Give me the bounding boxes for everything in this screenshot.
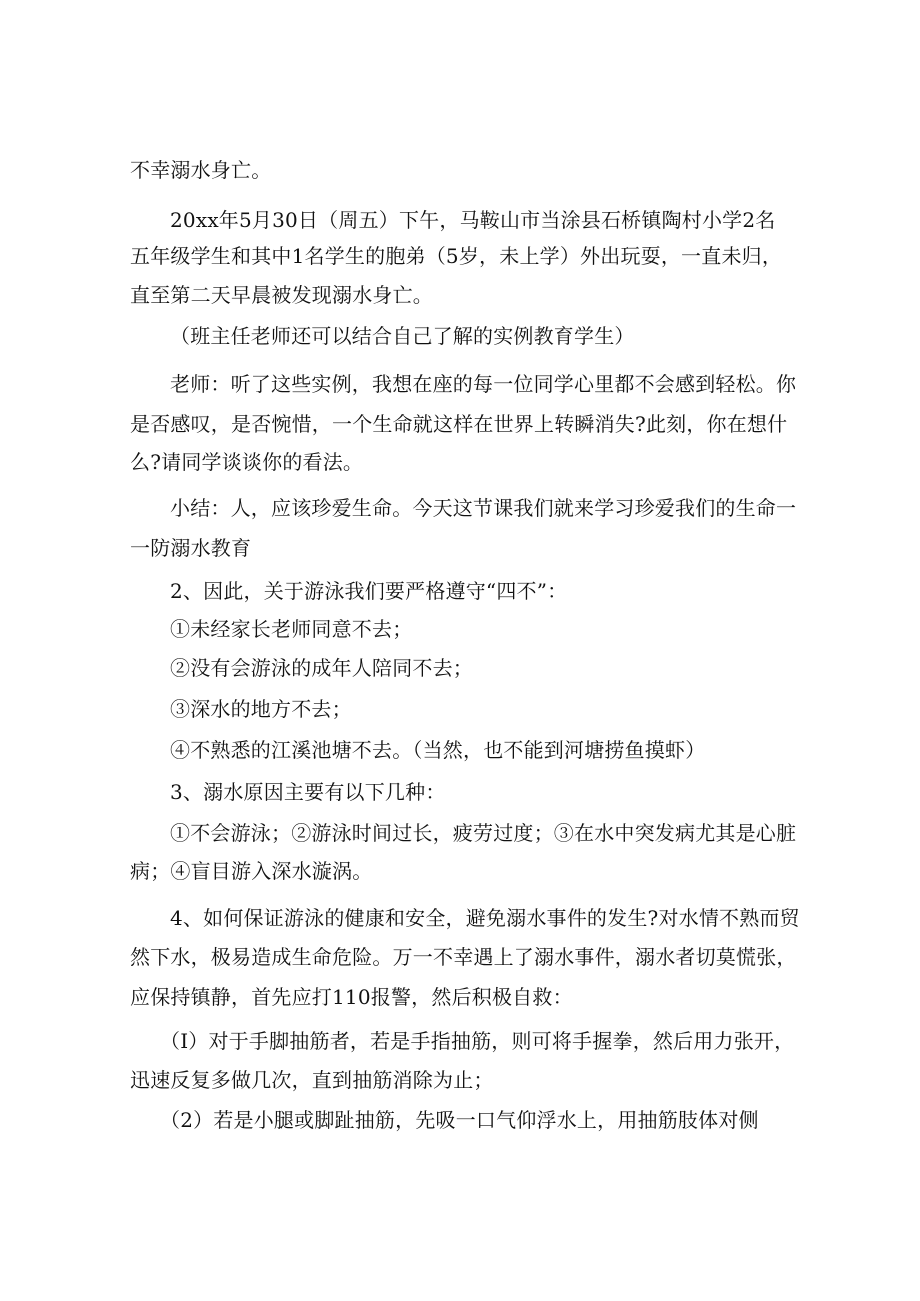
text-line: ①不会游泳；②游泳时间过长，疲劳过度；③在水中突发病尤其是心脏	[170, 821, 797, 845]
text-line: 应保持镇静，首先应打110报警，然后积极自救：	[130, 985, 573, 1009]
text-line: 不幸溺水身亡。	[130, 158, 272, 182]
text-line: ④不熟悉的江溪池塘不去。（当然，也不能到河塘捞鱼摸虾）	[170, 738, 706, 762]
text-line: 小结：人，应该珍爱生命。今天这节课我们就来学习珍爱我们的生命一	[170, 496, 797, 520]
text-line: ③深水的地方不去；	[170, 697, 352, 721]
text-line: （2）若是小腿或脚趾抽筋，先吸一口气仰浮水上，用抽筋肢体对侧	[160, 1108, 759, 1132]
text-line: （I）对于手脚抽筋者，若是手指抽筋，则可将手握拳，然后用力张开，	[160, 1029, 795, 1053]
text-line: 然下水，极易造成生命危险。万一不幸遇上了溺水事件，溺水者切莫慌张，	[130, 945, 797, 969]
text-line: 直至第二天早晨被发现溺水身亡。	[130, 283, 433, 307]
text-line: 3、溺水原因主要有以下几种：	[170, 780, 446, 804]
text-line: 病；④盲目游入深水漩涡。	[130, 859, 373, 883]
text-line: 么?请同学谈谈你的看法。	[130, 450, 364, 474]
text-line: ②没有会游泳的成年人陪同不去；	[170, 656, 473, 680]
text-line: 五年级学生和其中1名学生的胞弟（5岁，未上学）外出玩耍，一直未归，	[130, 244, 783, 268]
text-line: ①未经家长老师同意不去；	[170, 617, 413, 641]
text-line: 一防溺水教育	[130, 536, 252, 560]
text-line: 20xx年5月30日（周五）下午，马鞍山市当涂县石桥镇陶村小学2名	[170, 208, 776, 232]
text-line: （班主任老师还可以结合自己了解的实例教育学生）	[170, 324, 635, 348]
text-line: 4、如何保证游泳的健康和安全，避免溺水事件的发生?对水情不熟而贸	[170, 906, 800, 930]
text-line: 迅速反复多做几次，直到抽筋消除为止；	[130, 1068, 494, 1092]
text-line: 是否感叹，是否惋惜，一个生命就这样在世界上转瞬消失?此刻，你在想什	[130, 412, 788, 436]
text-line: 老师：听了这些实例，我想在座的每一位同学心里都不会感到轻松。你	[170, 372, 797, 396]
text-line: 2、因此，关于游泳我们要严格遵守“四不”：	[170, 579, 568, 603]
